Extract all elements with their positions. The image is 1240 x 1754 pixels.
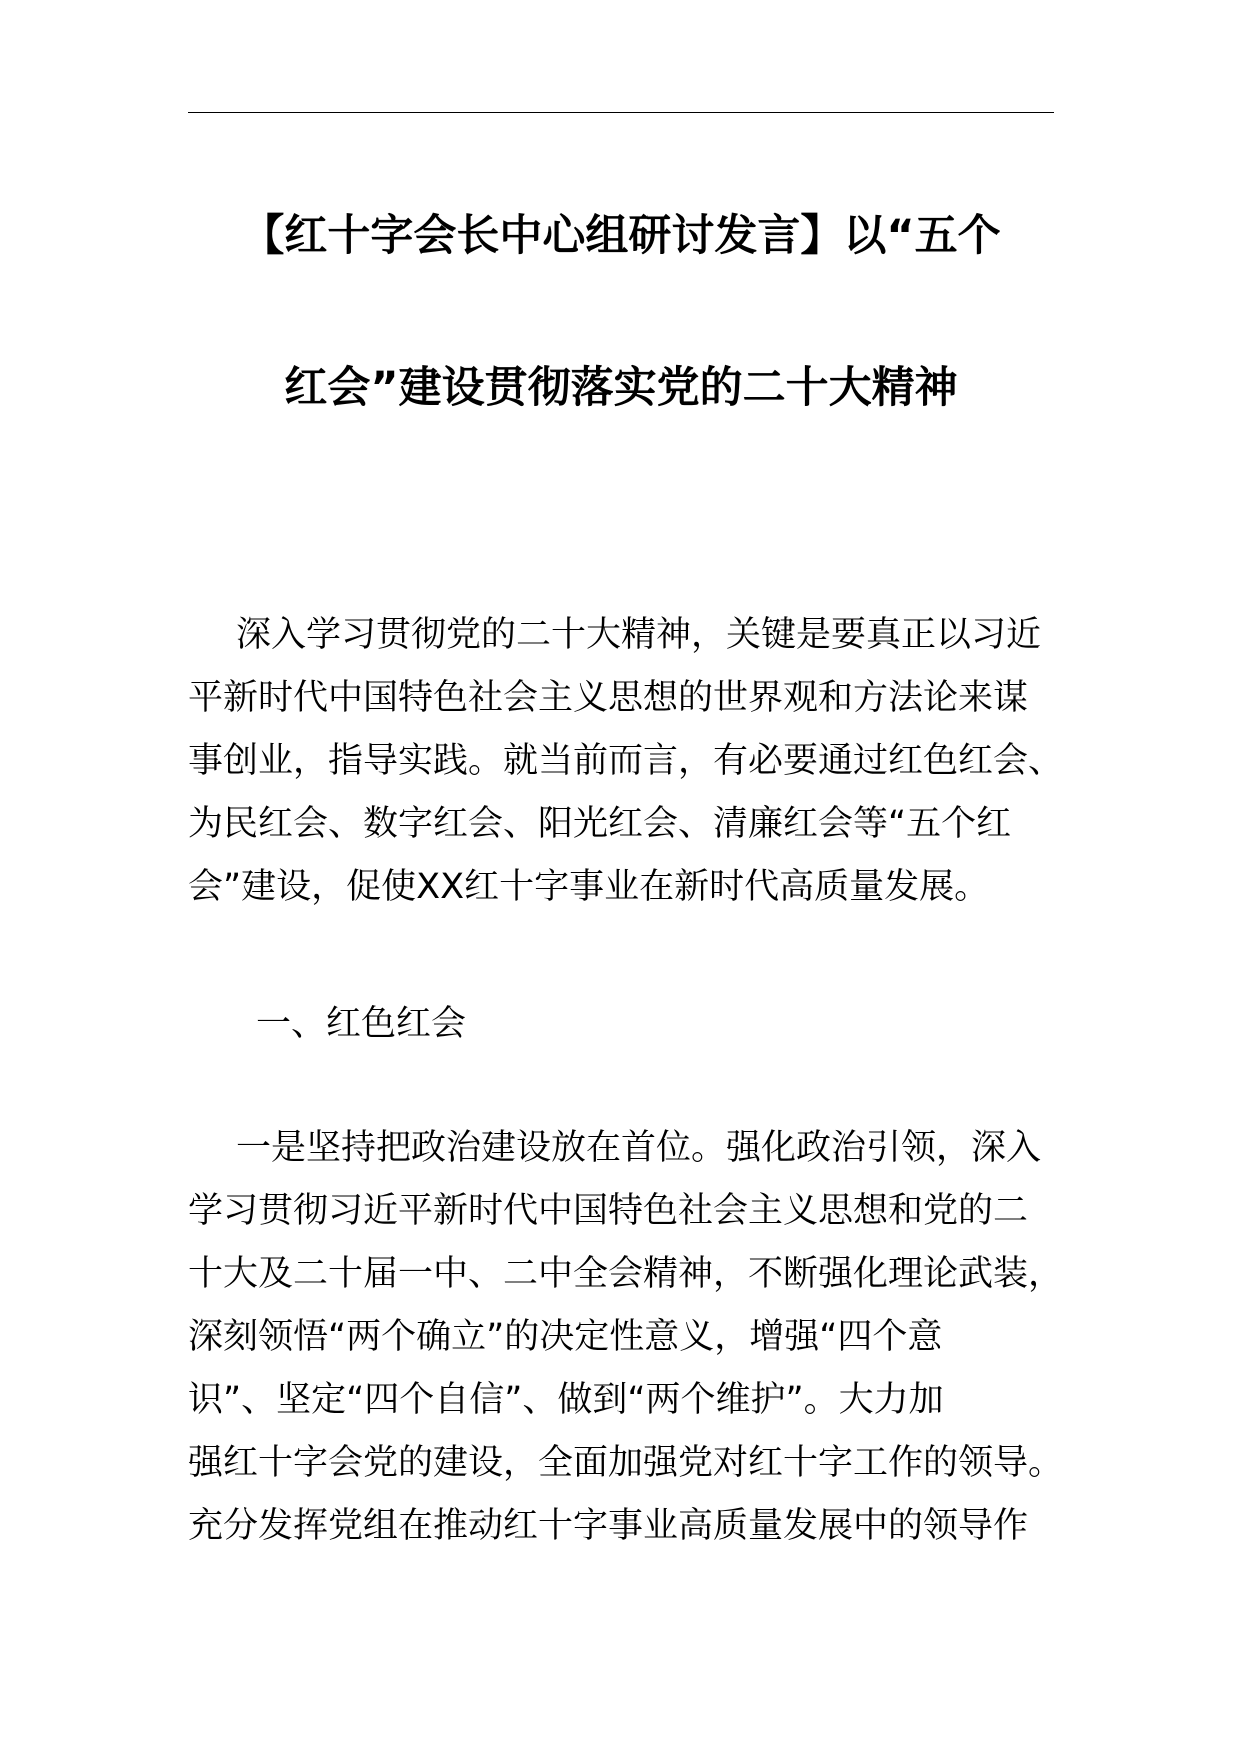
paragraph-2-line-5: 识”、坚定“四个自信”、做到“两个维护”。大力加 xyxy=(188,1380,944,1420)
section-1-heading: 一、红色红会 xyxy=(256,1004,467,1044)
document-title-line-2: 红会”建设贯彻落实党的二十大精神 xyxy=(284,363,958,413)
paragraph-2-line-3: 十大及二十届一中、二中全会精神，不断强化理论武装， xyxy=(188,1254,1064,1294)
paragraph-1-line-2: 平新时代中国特色社会主义思想的世界观和方法论来谋 xyxy=(188,678,1029,718)
paragraph-1-line-1: 深入学习贯彻党的二十大精神，关键是要真正以习近 xyxy=(236,615,1042,655)
paragraph-2-line-6: 强红十字会党的建设，全面加强党对红十字工作的领导。 xyxy=(188,1443,1064,1483)
paragraph-1-line-5: 会”建设，促使XX红十字事业在新时代高质量发展。 xyxy=(188,867,990,907)
paragraph-1-line-4: 为民红会、数字红会、阳光红会、清廉红会等“五个红 xyxy=(188,804,1012,844)
paragraph-2-line-4: 深刻领悟“两个确立”的决定性意义，增强“四个意 xyxy=(188,1317,943,1357)
paragraph-1-line-3: 事创业，指导实践。就当前而言，有必要通过红色红会、 xyxy=(188,741,1064,781)
paragraph-2-line-1: 一是坚持把政治建设放在首位。强化政治引领，深入 xyxy=(236,1128,1042,1168)
document-title-line-1: 【红十字会长中心组研讨发言】以“五个 xyxy=(241,211,1001,261)
paragraph-2-line-2: 学习贯彻习近平新时代中国特色社会主义思想和党的二 xyxy=(188,1191,1029,1231)
paragraph-2-line-7: 充分发挥党组在推动红十字事业高质量发展中的领导作 xyxy=(188,1506,1029,1546)
header-rule xyxy=(188,112,1054,113)
